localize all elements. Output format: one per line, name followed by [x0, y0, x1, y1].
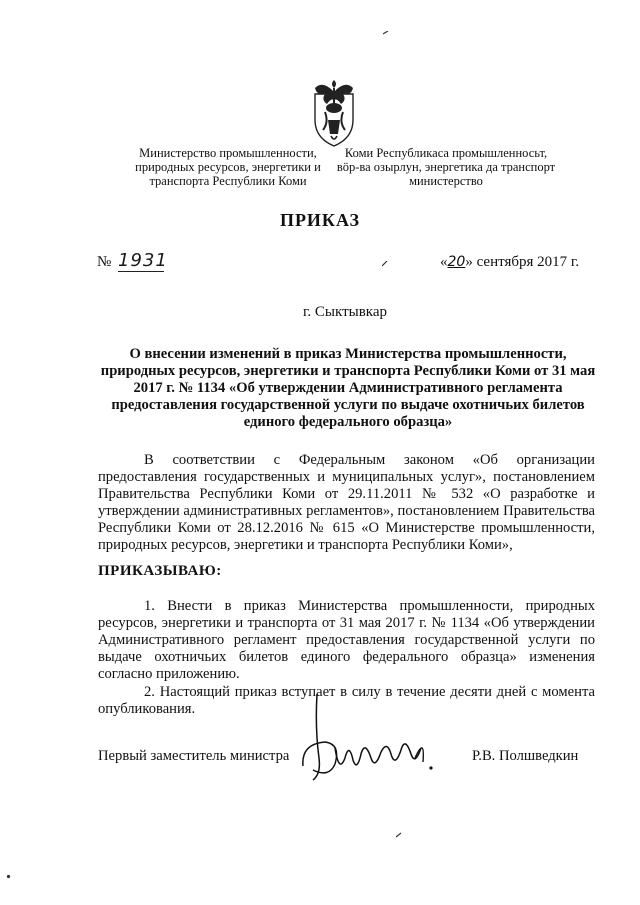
ministry-name-komi: Коми Республикаса промышленносьт, вӧр-ва озырлун, энергетика да транспорт министерство	[336, 146, 556, 188]
date-open-quote: «	[440, 254, 448, 270]
preamble-paragraph: В соответствии с Федеральным законом «Об организации предоставления государственных и муниципальных услуг», постановлением Правительства Республики Коми от 29.11.2011 № 532 «О разработке и утверждении административных регламентов», постановлением Правительства Республики Коми от 28.12.2016 № 615 «О Министерстве промышленности, природных ресурсов, энергетики и транспорта Республики Коми»,	[98, 452, 595, 553]
city: г. Сыктывкар	[302, 304, 388, 320]
scan-speck	[383, 31, 389, 35]
scan-speck	[382, 261, 388, 267]
scan-speck	[396, 832, 402, 838]
order-subject: О внесении изменений в приказ Министерства промышленности, природных ресурсов, энергетики и транспорта Республики Коми от 31 мая 2017 г. № 1134 «Об утверждении Административного регламента предоставления государственной услуги по выдаче охотничьих билетов единого федерального образца»	[100, 346, 596, 430]
order-item-1: 1. Внести в приказ Министерства промышленности, природных ресурсов, энергетики и транспорта от 31 мая 2017 г. № 1134 «Об утверждении Административного регламент предоставления государственной услуги по выдаче охотничьих билетов единого федерального образца» изменения согласно приложению.	[98, 598, 595, 682]
komi-coat-of-arms-icon	[311, 76, 357, 148]
document-title: ПРИКАЗ	[279, 210, 361, 230]
date-month-year: » сентября 2017 г.	[465, 254, 580, 270]
handwritten-signature	[295, 688, 445, 788]
order-item-2: 2. Настоящий приказ вступает в силу в течение десяти дней с момента опубликования.	[98, 684, 595, 717]
order-number-label: №	[97, 254, 112, 270]
order-date	[440, 254, 579, 271]
date-day: 20	[447, 254, 466, 270]
signer-position: Первый заместитель министра	[98, 748, 290, 764]
order-number-value: 1931	[118, 250, 168, 271]
ministry-name-russian: Министерство промышленности, природных ресурсов, энергетики и транспорта Республики Коми	[135, 146, 321, 188]
signer-name: Р.В. Полшведкин	[472, 748, 579, 764]
order-directive: ПРИКАЗЫВАЮ:	[98, 563, 222, 579]
scan-speck	[6, 874, 11, 879]
